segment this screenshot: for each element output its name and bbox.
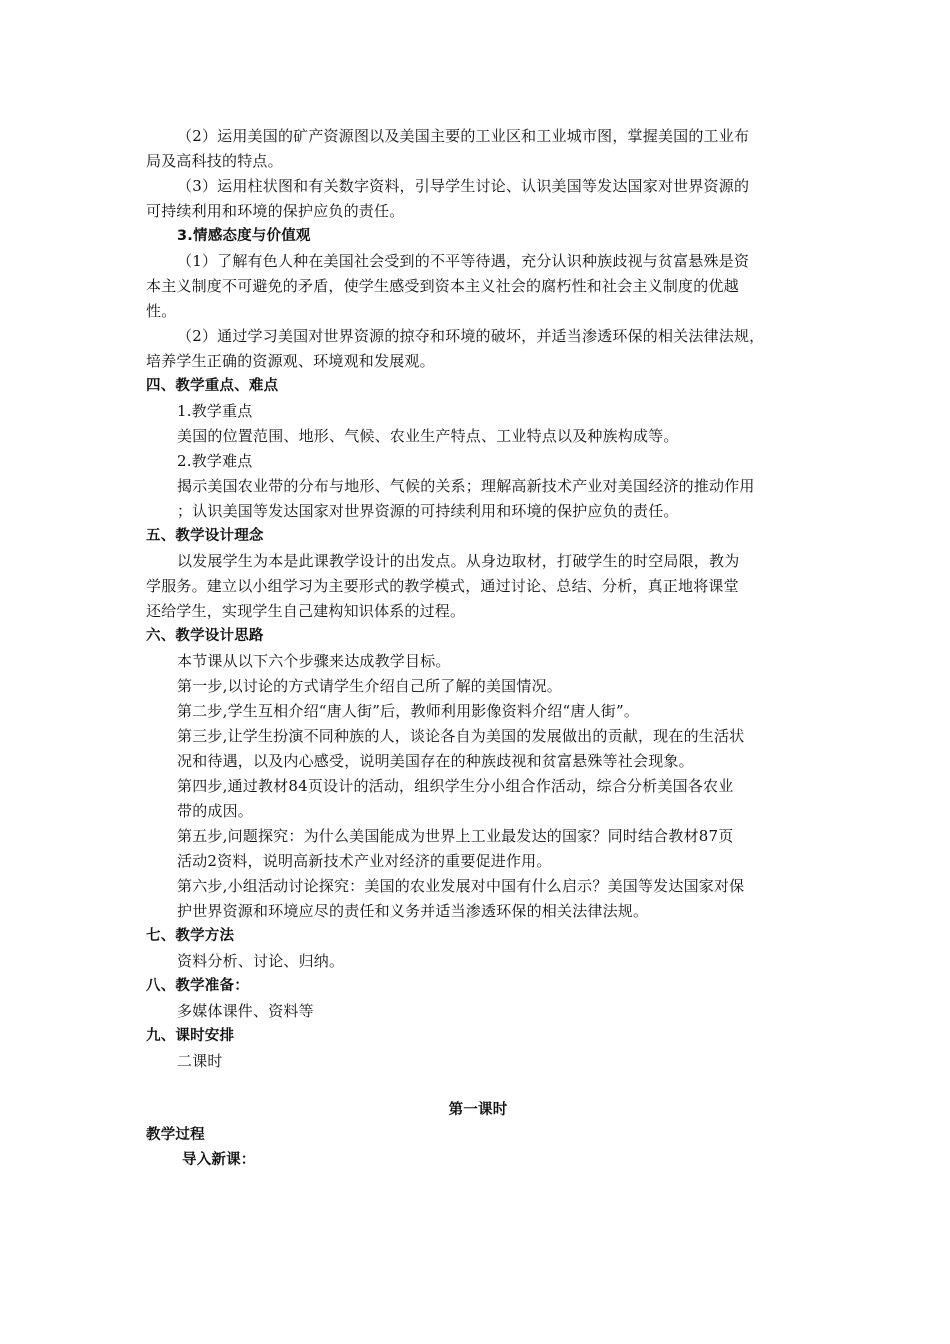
paragraph-line: 揭示美国农业带的分布与地形、气候的关系；理解高新技术产业对美国经济的推动作用 xyxy=(177,477,755,495)
paragraph-line: 第三步,让学生扮演不同种族的人，谈论各自为美国的发展做出的贡献，现在的生活状 xyxy=(177,727,745,745)
paragraph-line: （3）运用柱状图和有关数字资料，引导学生讨论、认识美国等发达国家对世界资源的 xyxy=(177,177,750,195)
paragraph-line: 还给学生，实现学生自己建构知识体系的过程。 xyxy=(146,602,466,620)
section-heading: 五、教学设计理念 xyxy=(146,528,264,544)
paragraph-line: 资料分析、讨论、归纳。 xyxy=(177,952,345,970)
paragraph-line: 第二步,学生互相介绍“唐人街”后，教师利用影像资料介绍“唐人街”。 xyxy=(177,702,640,720)
paragraph-line: 性。 xyxy=(146,302,177,320)
paragraph-line: （1）了解有色人种在美国社会受到的不平等待遇，充分认识种族歧视与贫富悬殊是资 xyxy=(177,252,750,270)
section-heading: 教学过程 xyxy=(146,1127,205,1143)
lesson-title: 第一课时 xyxy=(448,1102,508,1118)
document-page xyxy=(146,124,810,1173)
subsection-label: 1.教学重点 xyxy=(177,402,253,420)
paragraph-line: 多媒体课件、资料等 xyxy=(177,1002,314,1020)
paragraph-line: 培养学生正确的资源观、环境观和发展观。 xyxy=(146,352,435,370)
blank-line xyxy=(146,1074,810,1098)
paragraph-line: 局及高科技的特点。 xyxy=(146,152,283,170)
paragraph-line: （2）运用美国的矿产资源图以及美国主要的工业区和工业城市图，掌握美国的工业布 xyxy=(177,127,750,145)
section-heading: 八、教学准备： xyxy=(146,978,249,994)
paragraph-line: 第四步,通过教材84页设计的活动，组织学生分小组合作活动，综合分析美国各农业 xyxy=(177,777,734,795)
paragraph-line: 第五步,问题探究：为什么美国能成为世界上工业最发达的国家？同时结合教材87页 xyxy=(177,827,734,845)
paragraph-line: 本主义制度不可避免的矛盾，使学生感受到资本主义社会的腐朽性和社会主义制度的优越 xyxy=(146,277,739,295)
paragraph-line: 第六步,小组活动讨论探究：美国的农业发展对中国有什么启示？美国等发达国家对保 xyxy=(177,877,745,895)
section-heading: 四、教学重点、难点 xyxy=(146,378,279,394)
paragraph-line: 本节课从以下六个步骤来达成教学目标。 xyxy=(177,652,451,670)
section-heading: 七、教学方法 xyxy=(146,928,235,944)
subsection-heading: 导入新课： xyxy=(182,1152,256,1168)
paragraph-line: （2）通过学习美国对世界资源的掠夺和环境的破坏，并适当渗透环保的相关法律法规， xyxy=(177,327,765,345)
paragraph-line: 美国的位置范围、地形、气候、农业生产特点、工业特点以及种族构成等。 xyxy=(177,427,679,445)
paragraph-line: 第一步,以讨论的方式请学生介绍自己所了解的美国情况。 xyxy=(177,677,562,695)
section-heading: 九、课时安排 xyxy=(146,1028,235,1044)
paragraph-line: 况和待遇，以及内心感受，说明美国存在的种族歧视和贫富悬殊等社会现象。 xyxy=(177,752,694,770)
paragraph-line: 护世界资源和环境应尽的责任和义务并适当渗透环保的相关法律法规。 xyxy=(177,902,649,920)
subsection-label: 2.教学难点 xyxy=(177,452,253,470)
section-heading: 六、教学设计思路 xyxy=(146,628,264,644)
paragraph-line: 可持续利用和环境的保护应负的责任。 xyxy=(146,202,405,220)
paragraph-line: ；认识美国等发达国家对世界资源的可持续利用和环境的保护应负的责任。 xyxy=(177,502,679,520)
paragraph-line: 二课时 xyxy=(177,1052,223,1070)
paragraph-line: 以发展学生为本是此课教学设计的出发点。从身边取材，打破学生的时空局限，教为 xyxy=(177,552,740,570)
paragraph-line: 活动2资料，说明高新技术产业对经济的重要促进作用。 xyxy=(177,852,552,870)
paragraph-line: 学服务。建立以小组学习为主要形式的教学模式，通过讨论、总结、分析，真正地将课堂 xyxy=(146,577,739,595)
paragraph-line: 带的成因。 xyxy=(177,802,254,820)
subsection-heading: 3.情感态度与价值观 xyxy=(177,228,311,244)
